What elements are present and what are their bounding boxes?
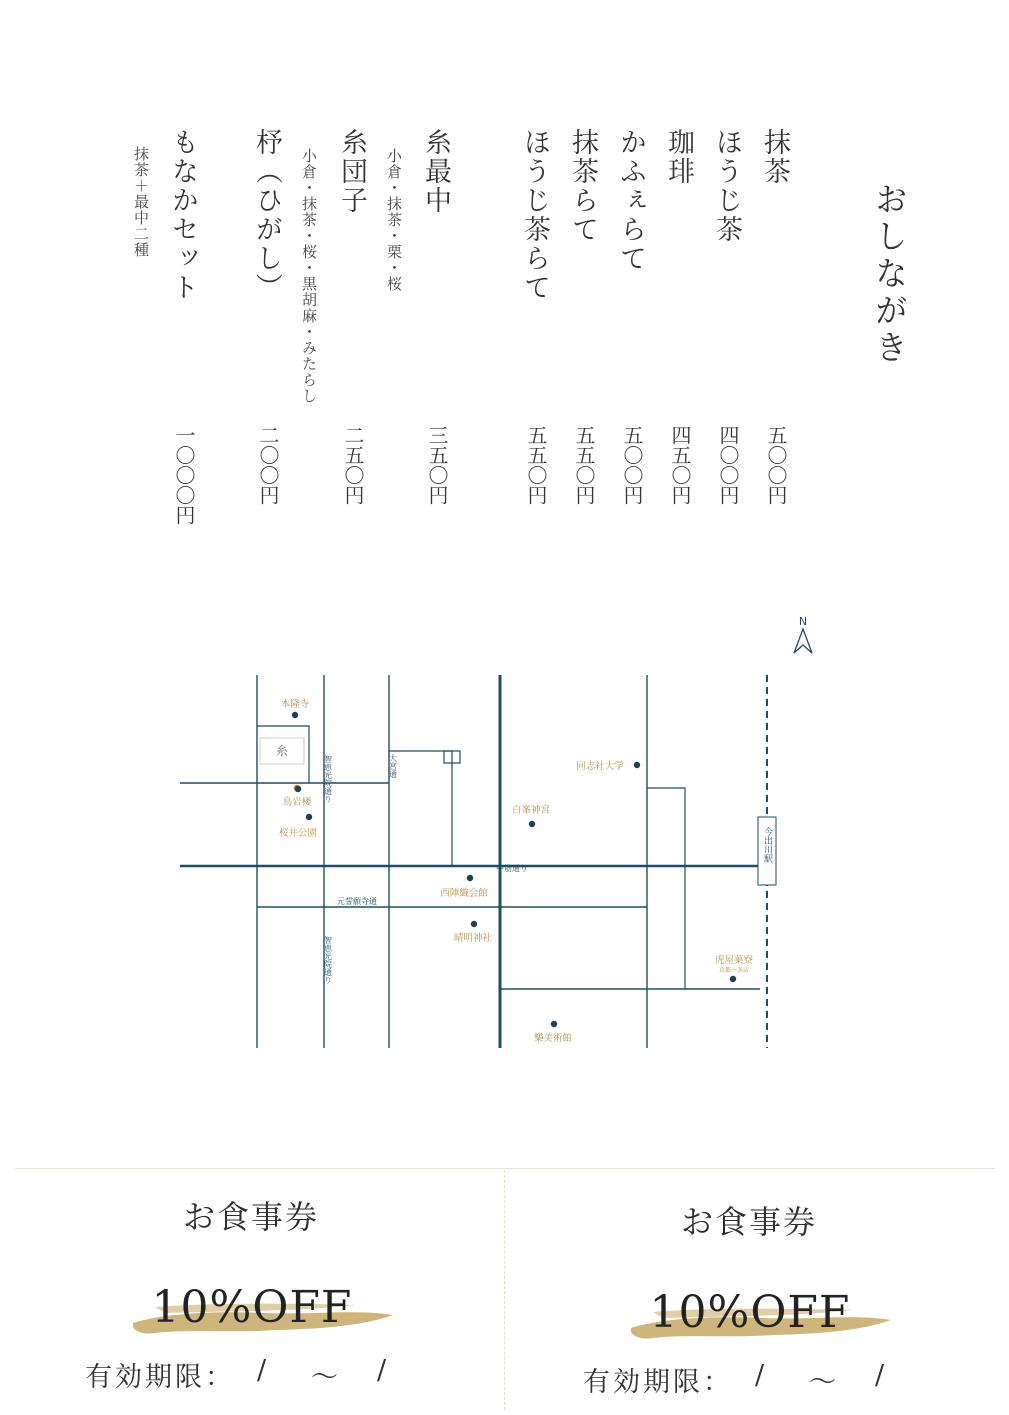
menu-item-name: ほうじ茶らて <box>519 128 550 302</box>
validity-slash: / <box>755 1360 768 1391</box>
label-omiya: 大宮通 <box>388 754 398 778</box>
label-raku: 樂美術館 <box>533 1033 573 1044</box>
coupon <box>85 1190 425 1410</box>
label-torikaro: 鳥岩楼 <box>282 797 312 808</box>
menu-title: おしながき <box>870 182 909 367</box>
label-motoseiganji: 元誓願寺通 <box>337 897 377 906</box>
coupon-discount: 10%OFF <box>649 1287 851 1338</box>
label-nakasuji: 中筋通り <box>496 864 528 873</box>
menu-item-name: 抹茶らて <box>567 128 598 244</box>
validity-label: 有効期限： <box>85 1362 235 1393</box>
menu-item-price: 五〇〇円 <box>764 425 788 505</box>
label-nishijin: 西陣織会館 <box>440 888 488 899</box>
menu-item-sub: 小倉・抹茶・栗・桜 <box>385 148 403 292</box>
coupon-cut-line <box>15 1168 995 1169</box>
validity-label: 有効期限： <box>583 1367 733 1398</box>
validity-tilde: 〜 <box>311 1362 341 1393</box>
label-shiramine: 白峯神宮 <box>511 805 551 816</box>
label-sakurai: 桜井公園 <box>278 828 318 839</box>
menu-item-price: 三五〇円 <box>425 425 449 505</box>
coupon-title: お食事券 <box>680 1203 817 1241</box>
access-map <box>170 605 820 1055</box>
menu-item-name: もなかセット <box>167 128 198 302</box>
coupon-validity <box>85 1355 425 1394</box>
menu-item-price: 五五〇円 <box>524 425 548 505</box>
point-torikaro <box>295 786 301 792</box>
coupon <box>583 1195 923 1415</box>
label-toraya-sub: 京都一条店 <box>718 967 750 974</box>
menu-item-name: 糸団子 <box>336 128 367 215</box>
menu-item-name: 杼（ひがし） <box>251 128 282 302</box>
label-shop: 糸 <box>275 744 289 758</box>
map-labels <box>276 698 774 1044</box>
validity-slash: / <box>257 1355 270 1386</box>
point-shiramine <box>529 821 535 827</box>
point-sakurai <box>306 814 312 820</box>
label-honryuji: 本隆寺 <box>280 699 310 710</box>
coupon-validity <box>583 1360 923 1399</box>
menu-item-name: ほうじ茶 <box>711 128 742 244</box>
menu-item-price: 四五〇円 <box>668 425 692 505</box>
coupon-title: お食事券 <box>182 1198 319 1236</box>
point-seimei <box>471 921 477 927</box>
north-arrow <box>794 615 812 653</box>
roads <box>180 675 776 1048</box>
menu-item-sub: 小倉・抹茶・桜・黒胡麻・みたらし <box>300 148 318 404</box>
menu-item-name: かふぇらて <box>615 128 646 273</box>
label-chiekoin-1: 智恵光院通り <box>323 755 333 803</box>
menu-item-price: 一〇〇〇円 <box>172 425 196 525</box>
menu-item-name: 抹茶 <box>759 128 790 186</box>
menu-item-name: 珈琲 <box>663 128 694 186</box>
label-chiekoin-2: 智恵光院通り <box>323 936 333 984</box>
point-honryuji <box>292 712 298 718</box>
label-seimei: 晴明神社 <box>453 933 493 944</box>
point-nishijin <box>467 875 473 881</box>
point-doshisha <box>634 762 640 768</box>
menu-item-price: 二〇〇円 <box>256 425 280 505</box>
menu-item-sub: 抹茶＋最中二種 <box>132 146 150 258</box>
point-toraya <box>730 976 736 982</box>
label-toraya: 虎屋菓寮 <box>714 955 754 966</box>
coupon-divider <box>504 1170 505 1410</box>
coupon-discount: 10%OFF <box>151 1282 353 1333</box>
menu-item-price: 五五〇円 <box>572 425 596 505</box>
point-raku <box>551 1021 557 1027</box>
menu-item-price: 四〇〇円 <box>716 425 740 505</box>
menu-item-price: 五〇〇円 <box>620 425 644 505</box>
north-label: N <box>798 615 808 628</box>
validity-tilde: 〜 <box>809 1367 839 1398</box>
label-doshisha: 同志社大学 <box>576 761 624 772</box>
menu-item-name: 糸最中 <box>420 128 451 215</box>
validity-slash: / <box>377 1355 390 1386</box>
label-imadegawa-station: 今出川駅 <box>762 827 772 863</box>
validity-slash: / <box>875 1360 888 1391</box>
menu-item-price: 二五〇円 <box>341 425 365 505</box>
